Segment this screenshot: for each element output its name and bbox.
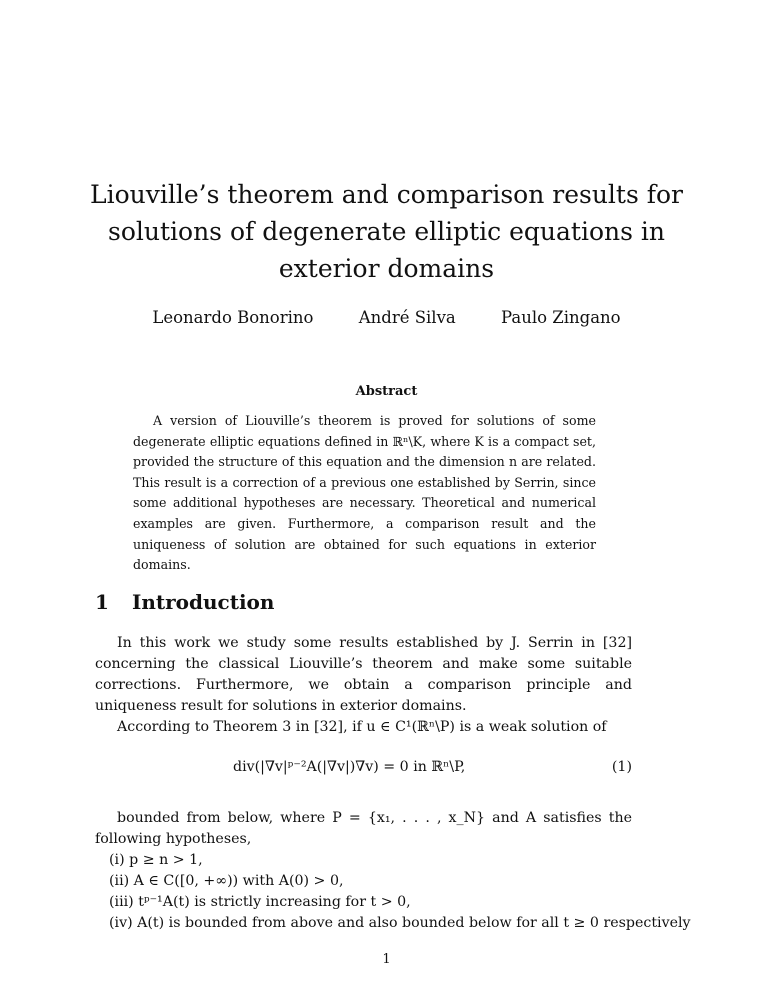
hypothesis-item: (iv) A(t) is bounded from above and also bounded below for all t ≥ 0 respectively	[109, 915, 691, 931]
theorem-paragraph: According to Theorem 3 in [32], if u ∈ C¹(ℝⁿ\P) is a weak solution of	[117, 719, 607, 735]
author-list	[0, 308, 773, 327]
hypotheses-intro: bounded from below, where P = {x₁, . . . , x_N} and A satisfies the following hypotheses,	[95, 810, 632, 847]
intro-paragraph: In this work we study some results established by J. Serrin in [32] concerning the classical Liouville’s theorem and make some suitable corrections. Furthermore, we obtain a comparison principle and uniqueness result for solutions in exterior domains.	[95, 635, 632, 714]
hypothesis-item: (i) p ≥ n > 1,	[109, 852, 203, 868]
abstract-text: A version of Liouville’s theorem is proved for solutions of some degenerate elliptic equations defined in ℝⁿ\K, where K is a compact set, provided the structure of this equation and the dimension n are related. This result is a correction of a previous one established by Serrin, since some additional hypotheses are necessary. Theoretical and numerical examples are given. Furthermore, a comparison result and the uniqueness of solution are obtained for such equations in exterior domains.	[133, 413, 596, 573]
section-heading	[95, 590, 274, 614]
page-number: 1	[382, 952, 391, 967]
abstract-heading: Abstract	[355, 384, 418, 399]
hypothesis-item: (iii) tᵖ⁻¹A(t) is strictly increasing for t > 0,	[109, 894, 411, 910]
author-name: Leonardo Bonorino	[152, 308, 314, 327]
equation-text: div(|∇v|ᵖ⁻²A(|∇v|)∇v) = 0 in ℝⁿ\P,	[233, 759, 466, 775]
section-number: 1	[95, 590, 109, 614]
section-title: Introduction	[132, 590, 275, 614]
hypothesis-item: (ii) A ∈ C([0, +∞)) with A(0) > 0,	[109, 873, 344, 889]
equation-number: (1)	[611, 759, 632, 775]
author-name: André Silva	[358, 308, 456, 327]
author-name: Paulo Zingano	[501, 308, 621, 327]
paper-title: Liouville’s theorem and comparison results for solutions of degenerate elliptic equations in exterior domains	[89, 180, 684, 283]
